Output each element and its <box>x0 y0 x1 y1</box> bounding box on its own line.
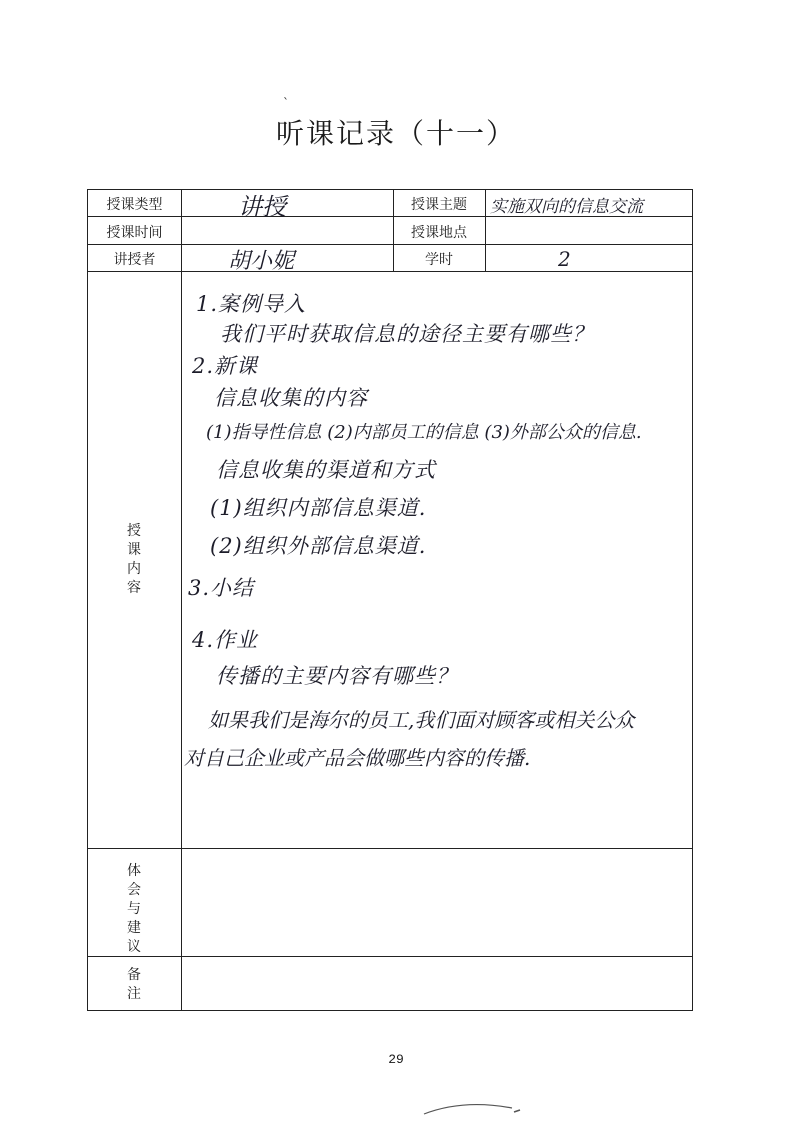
lecture-record-table <box>87 189 693 1011</box>
content-line: 1.案例导入 <box>196 292 307 316</box>
remarks-section-label-text: 备 注 <box>127 967 141 1002</box>
feedback-section-label-text: 体 会 与 建 议 <box>127 863 141 955</box>
content-line: 传播的主要内容有哪些？ <box>216 664 458 688</box>
row-divider <box>88 848 692 849</box>
content-line: 信息收集的渠道和方式 <box>216 458 436 482</box>
content-line: 信息收集的内容 <box>214 386 368 410</box>
page-number: 29 <box>388 1052 404 1067</box>
column-divider <box>181 190 182 1010</box>
time-label: 授课时间 <box>106 225 163 241</box>
feedback-section-label <box>124 862 144 957</box>
column-divider <box>485 190 486 271</box>
type-value: 讲授 <box>238 193 286 221</box>
type-label: 授课类型 <box>106 197 163 213</box>
hours-value: 2 <box>558 247 571 271</box>
content-line: 2.新课 <box>192 354 259 378</box>
content-section-label <box>124 522 144 598</box>
row-divider <box>88 271 692 272</box>
content-section-label-text: 授 课 内 容 <box>127 523 141 596</box>
topic-label: 授课主题 <box>411 197 467 213</box>
hours-label: 学时 <box>425 252 453 268</box>
content-line: 如果我们是海尔的员工,我们面对顾客或相关公众 <box>208 708 635 732</box>
content-line: (1)组织内部信息渠道. <box>210 496 427 520</box>
lecturer-label: 讲授者 <box>113 252 156 268</box>
content-line: (2)组织外部信息渠道. <box>210 534 427 558</box>
content-line: 4.作业 <box>192 628 259 652</box>
row-divider <box>88 244 692 245</box>
page-title: 听课记录（十一） <box>275 117 516 150</box>
content-line: (1)指导性信息 (2)内部员工的信息 (3)外部公众的信息. <box>206 422 642 443</box>
scan-scribble <box>420 1098 530 1120</box>
remarks-section-label <box>124 966 144 1004</box>
topic-value: 实施双向的信息交流 <box>490 197 643 217</box>
scan-tick-mark: ˋ <box>283 96 289 110</box>
content-line: 3.小结 <box>188 576 255 600</box>
row-divider <box>88 956 692 957</box>
content-line: 对自己企业或产品会做哪些内容的传播. <box>184 746 531 770</box>
content-line: 我们平时获取信息的途径主要有哪些？ <box>220 322 594 346</box>
place-label: 授课地点 <box>411 225 467 241</box>
lecturer-value: 胡小妮 <box>228 249 295 274</box>
